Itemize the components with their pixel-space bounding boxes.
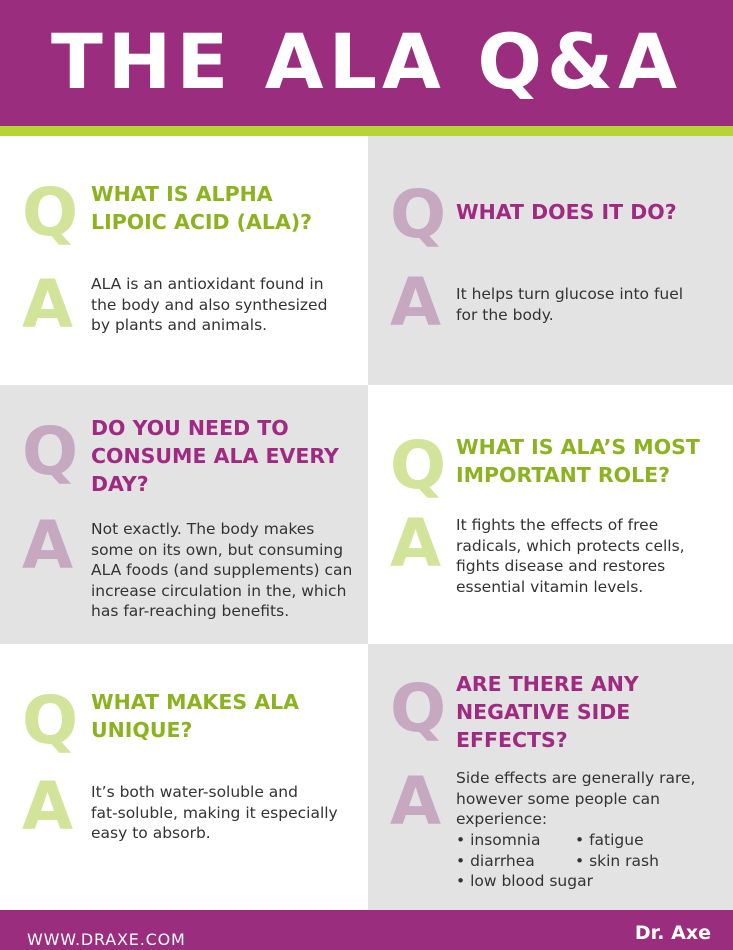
q-letter-icon: Q [390,176,447,253]
answer-text: Not exactly. The body makes some on its own, but consuming ALA foods (and supplements) can increase circulation in the, which has far-reaching benefits. [91,520,353,620]
qa-card-what-is-ala [0,136,368,385]
list-item: • diarrhea [456,851,535,870]
qa-card-most-important-role [368,385,733,644]
a-letter-icon: A [390,505,442,582]
qa-card-what-does-it-do [368,136,733,385]
answer-text: Side effects are generally rare, however some people can experience: [456,769,696,828]
a-letter-icon: A [390,763,442,840]
list-item: • low blood sugar [456,872,593,890]
a-letter-icon: A [22,768,74,845]
q-letter-icon: Q [390,670,447,747]
answer-text: It helps turn glucose into fuel for the body. [456,285,684,324]
q-letter-icon: Q [22,413,79,490]
side-effects-list [456,830,659,892]
header-banner [0,0,733,126]
question-text: ARE THERE ANY NEGATIVE SIDE EFFECTS? [456,672,639,752]
list-item: • fatigue [575,831,644,849]
list-item: • insomnia [456,831,541,849]
answer-text: It fights the effects of free radicals, which protects cells, fights disease and restores essential vitamin levels. [456,516,685,596]
header-accent-stripe [0,126,733,136]
answer-text: ALA is an antioxidant found in the body and also synthesized by plants and animals. [91,275,328,334]
a-letter-icon: A [22,507,74,584]
qa-card-negative-side-effects [368,644,733,910]
a-letter-icon: A [390,264,442,341]
footer-bar [0,910,733,950]
q-letter-icon: Q [390,427,447,504]
question-text: WHAT DOES IT DO? [456,200,677,224]
page-title: THE ALA Q&A [50,17,683,106]
brand-logo: Dr. Axe [634,922,711,944]
qa-card-consume-every-day [0,385,368,644]
website-link[interactable]: WWW.DRAXE.COM [27,930,186,949]
qa-card-what-makes-unique [0,644,368,910]
question-text: WHAT IS ALPHA LIPOIC ACID (ALA)? [91,182,313,234]
question-text: WHAT IS ALA’S MOST IMPORTANT ROLE? [456,435,700,487]
list-item: • skin rash [575,851,659,870]
answer-text: It’s both water-soluble and fat-soluble, making it especially easy to absorb. [91,783,338,842]
question-text: WHAT MAKES ALA UNIQUE? [91,690,300,742]
a-letter-icon: A [22,266,74,343]
question-text: DO YOU NEED TO CONSUME ALA EVERY DAY? [91,416,339,496]
q-letter-icon: Q [22,682,79,759]
q-letter-icon: Q [22,174,79,251]
